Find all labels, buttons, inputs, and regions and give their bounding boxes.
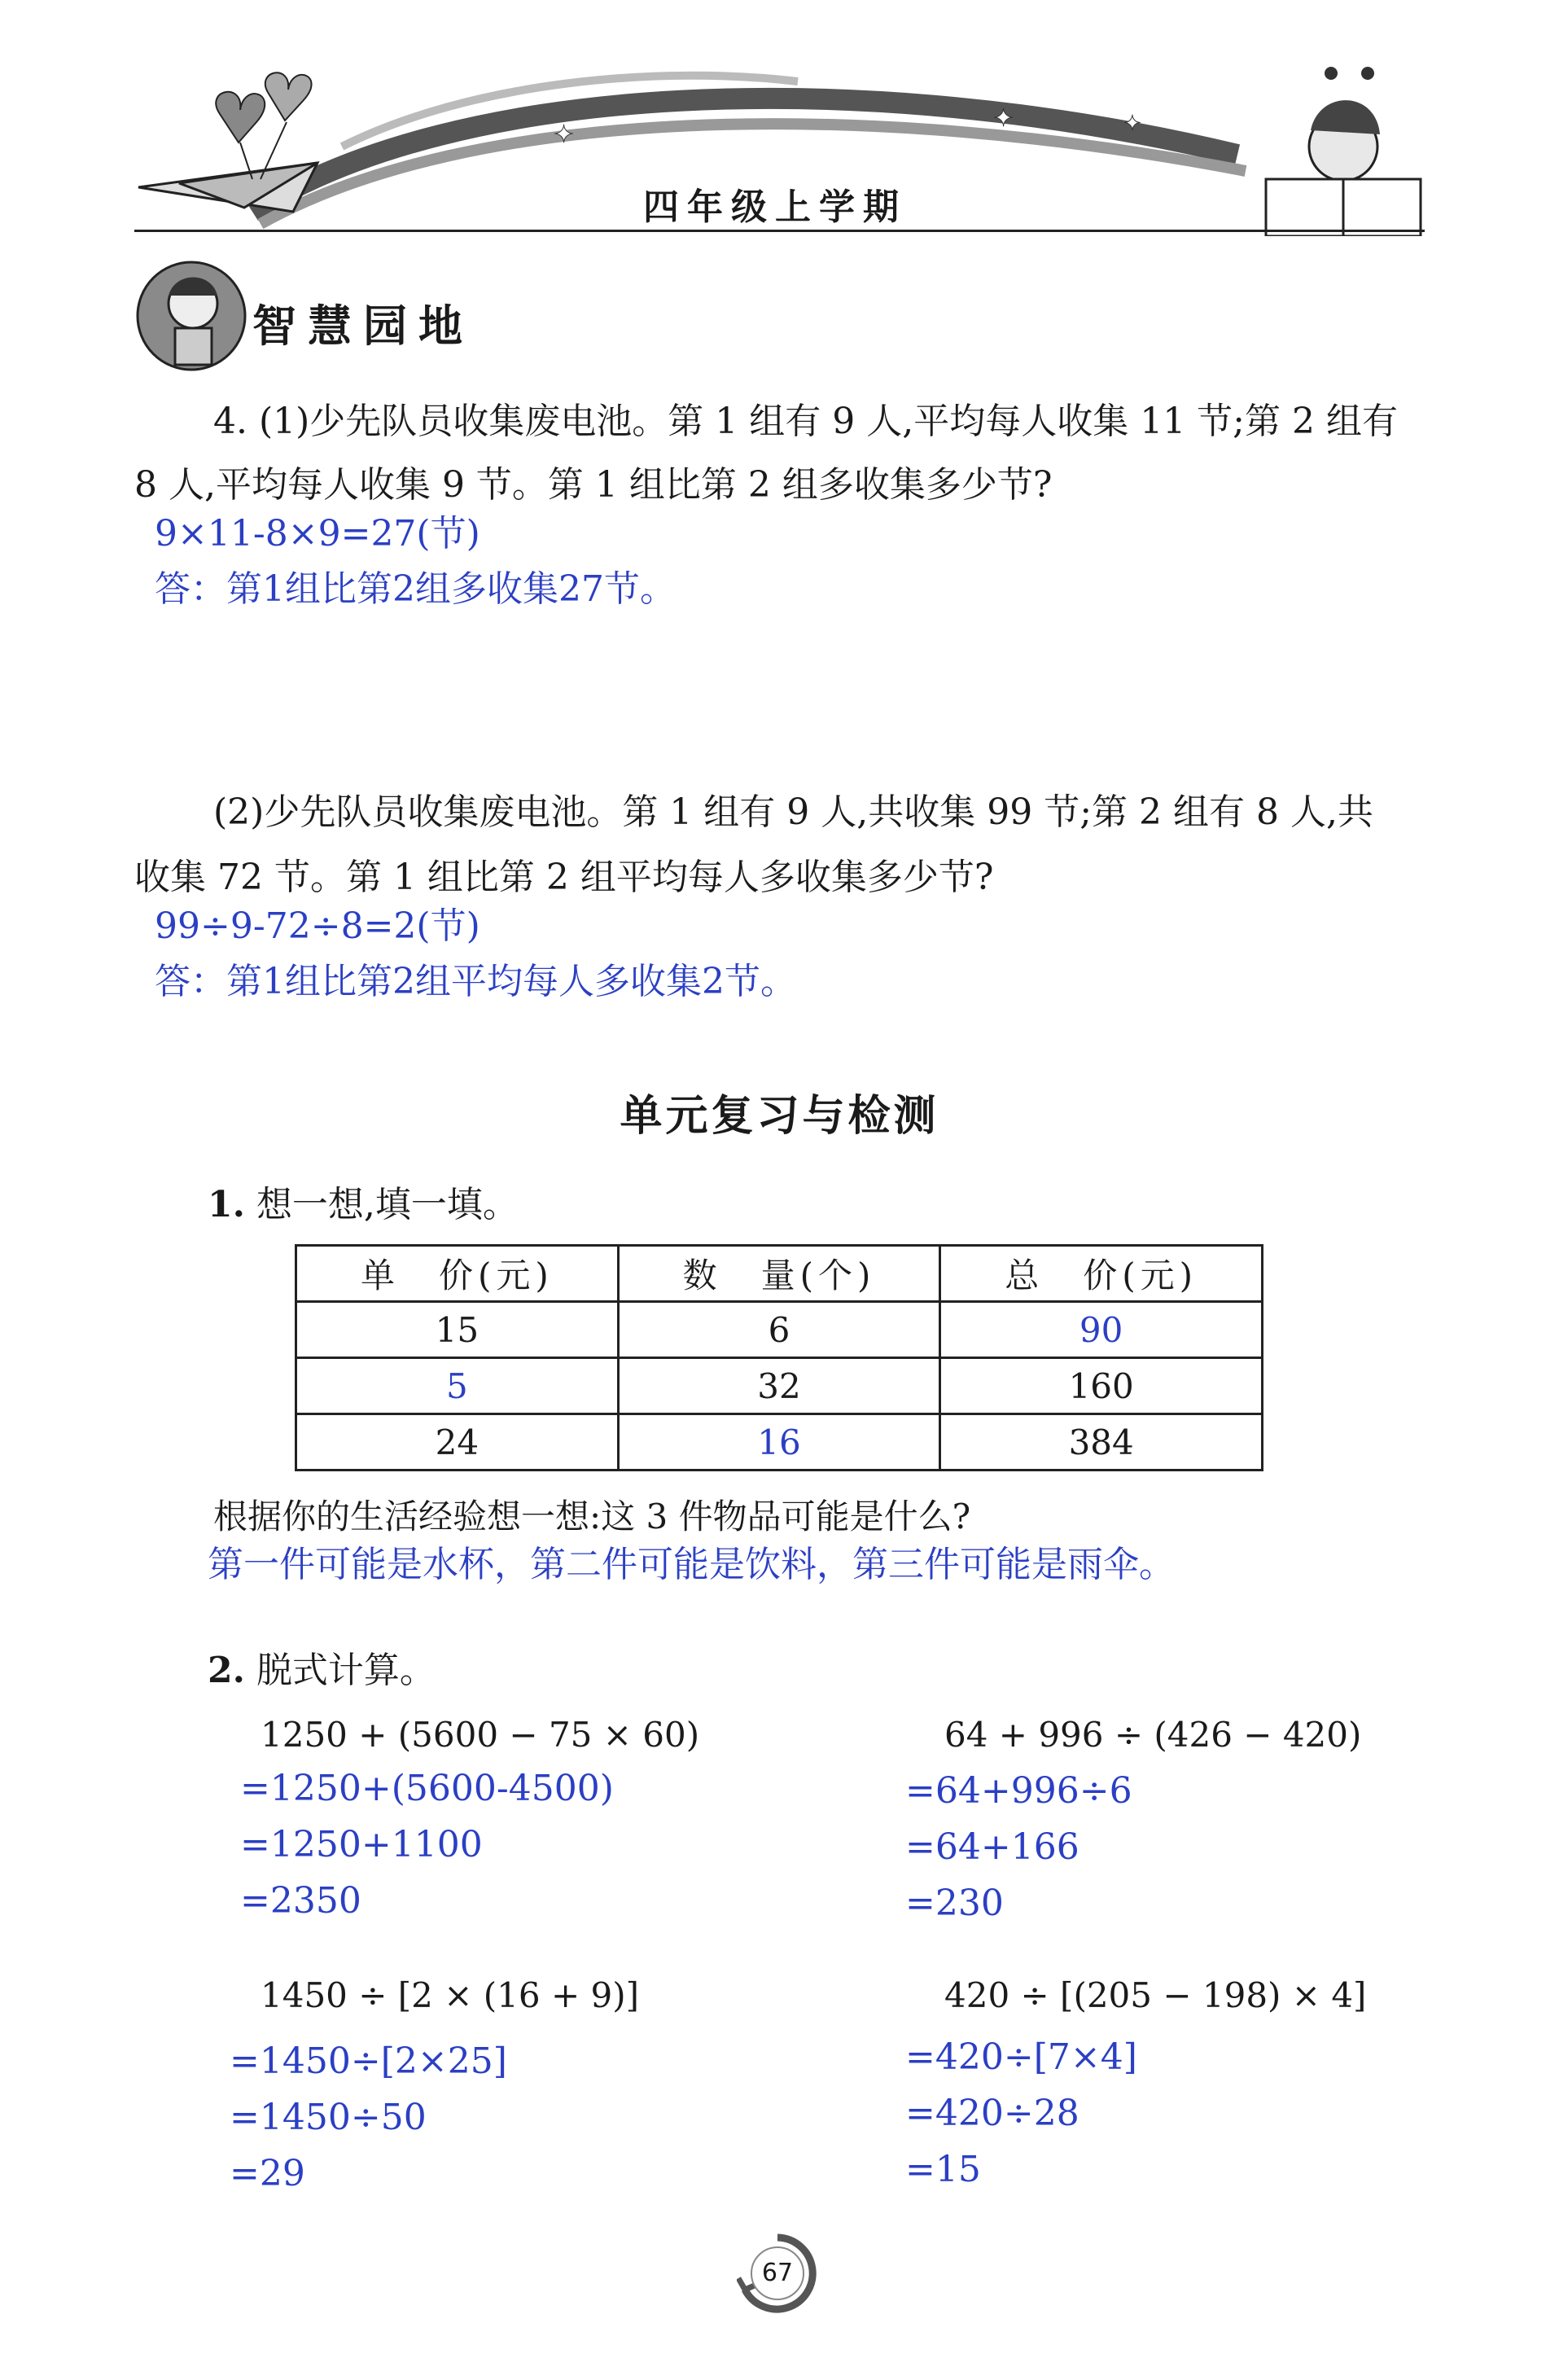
table-row (296, 1414, 1263, 1471)
exercise-4-expression: 420 ÷ [(205 − 198) × 4] (944, 1975, 1367, 2015)
question-2 (208, 1650, 436, 1691)
exercise-3-step-2: =1450÷50 (230, 2097, 427, 2138)
question-1-prompt: 想一想,填一填。 (256, 1184, 519, 1225)
header-rule (134, 230, 1425, 232)
problem-4-1-formula: 9×11-8×9=27(节) (155, 513, 480, 554)
svg-text:✦: ✦ (1123, 112, 1141, 136)
exercise-2-step-1: =64+996÷6 (905, 1770, 1132, 1812)
cell-quantity-answer: 16 (618, 1414, 940, 1471)
exercise-3-step-3: =29 (230, 2153, 305, 2194)
exercise-1-step-2: =1250+1100 (240, 1824, 483, 1865)
problem-4-2-answer: 答：第1组比第2组平均每人多收集2节。 (155, 961, 796, 1002)
problem-4-2-formula: 99÷9-72÷8=2(节) (155, 905, 480, 947)
table-header-row (296, 1246, 1263, 1302)
exercise-4-step-3: =15 (905, 2149, 981, 2190)
question-2-prompt: 脱式计算。 (256, 1650, 436, 1691)
exercise-2-expression: 64 + 996 ÷ (426 − 420) (944, 1715, 1362, 1755)
page-number: 67 (761, 2259, 794, 2287)
unit-review-title: 单元复习与检测 (620, 1091, 939, 1141)
exercise-2-step-2: =64+166 (905, 1826, 1079, 1868)
thinking-boy-icon (134, 259, 248, 373)
cell-total-price: 384 (940, 1414, 1263, 1471)
header-quantity: 数 量(个) (618, 1246, 940, 1302)
problem-4-1-line2: 8 人,平均每人收集 9 节。第 1 组比第 2 组多收集多少节? (134, 464, 1053, 506)
exercise-4-step-1: =420÷[7×4] (905, 2036, 1137, 2078)
header-total-price: 总 价(元) (940, 1246, 1263, 1302)
exercise-3-step-1: =1450÷[2×25] (230, 2040, 507, 2082)
problem-4-1-line1: 4. (1)少先队员收集废电池。第 1 组有 9 人,平均每人收集 11 节;第 2 组有 (213, 401, 1398, 442)
exercise-4-step-2: =420÷28 (905, 2093, 1079, 2134)
grade-title: 四年级上学期 (643, 186, 907, 228)
exercise-3-expression: 1450 ÷ [2 × (16 + 9)] (261, 1975, 639, 2015)
cell-quantity: 32 (618, 1358, 940, 1414)
exercise-2-step-3: =230 (905, 1883, 1004, 1924)
cell-total-price-answer: 90 (940, 1302, 1263, 1358)
cell-unit-price: 15 (296, 1302, 619, 1358)
question-1-followup: 根据你的生活经验想一想:这 3 件物品可能是什么? (213, 1497, 971, 1536)
problem-4-1-answer: 答：第1组比第2组多收集27节。 (155, 568, 676, 610)
problem-4-2-line2: 收集 72 节。第 1 组比第 2 组平均每人多收集多少节? (134, 857, 994, 898)
header-unit-price: 单 价(元) (296, 1246, 619, 1302)
svg-text:✦: ✦ (993, 104, 1014, 133)
question-2-label: 2. (208, 1650, 245, 1691)
svg-text:✦: ✦ (554, 121, 575, 149)
table-row (296, 1358, 1263, 1414)
question-1-label: 1. (208, 1184, 245, 1225)
exercise-1-step-3: =2350 (240, 1880, 361, 1922)
price-quantity-table (295, 1244, 1263, 1471)
cell-unit-price-answer: 5 (296, 1358, 619, 1414)
question-1 (208, 1184, 519, 1225)
section-title: 智慧园地 (252, 300, 474, 352)
table-row (296, 1302, 1263, 1358)
problem-4-2-line1: (2)少先队员收集废电池。第 1 组有 9 人,共收集 99 节;第 2 组有 8 人,共 (213, 791, 1373, 833)
cell-unit-price: 24 (296, 1414, 619, 1471)
cell-quantity: 6 (618, 1302, 940, 1358)
exercise-1-expression: 1250 + (5600 − 75 × 60) (261, 1715, 700, 1755)
question-1-followup-answer: 第一件可能是水杯，第二件可能是饮料，第三件可能是雨伞。 (208, 1544, 1175, 1585)
exercise-1-step-1: =1250+(5600-4500) (240, 1768, 614, 1809)
cell-total-price: 160 (940, 1358, 1263, 1414)
